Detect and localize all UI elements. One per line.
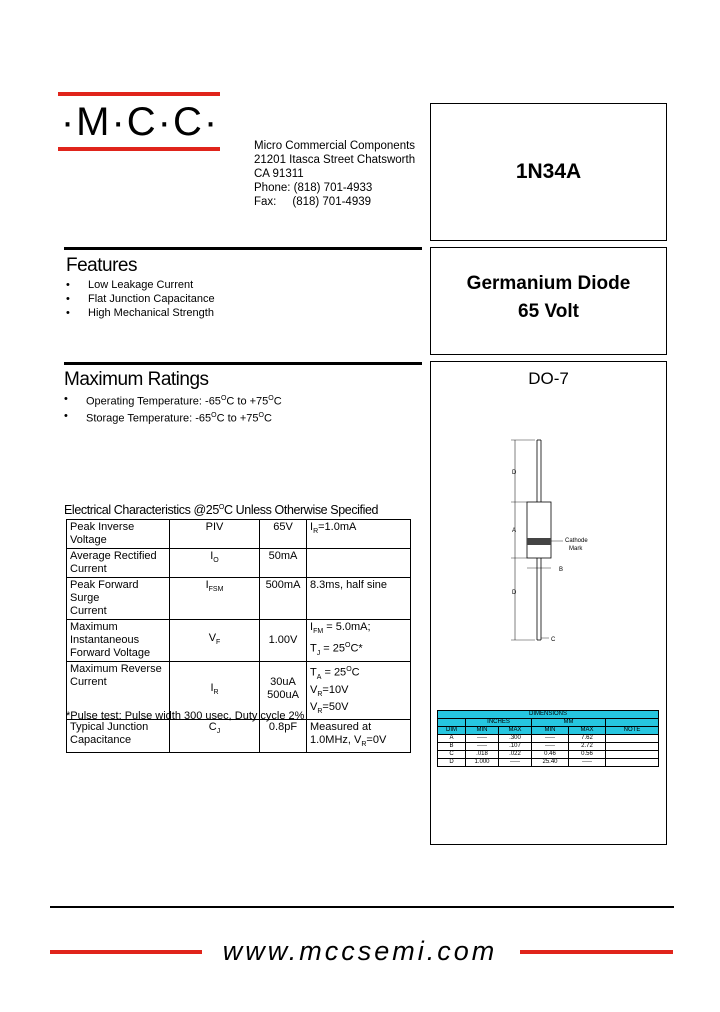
condition-cell: 8.3ms, half sine (307, 578, 411, 620)
condition-cell: Measured at 1.0MHz, $V_R=0V$ (307, 720, 411, 753)
ec-title: Electrical Characteristics $@25^OC$ Unless Otherwise Specified (64, 503, 379, 517)
table-row (438, 751, 659, 759)
dim-cell: ----- (499, 759, 532, 767)
company-address-1: 21201 Itasca Street Chatsworth (254, 154, 416, 166)
dim-cell: .022 (499, 751, 532, 759)
max-ratings-list (64, 392, 282, 425)
mark-label: Mark (569, 546, 583, 552)
header-cell: DIM (438, 727, 466, 735)
value-cell: 0.8pF (260, 720, 307, 753)
max-ratings-title: Maximum Ratings (64, 369, 209, 390)
logo-top-bar (58, 92, 220, 96)
dim-cell: ----- (532, 735, 569, 743)
header-cell (438, 719, 466, 727)
dim-cell: ----- (532, 743, 569, 751)
condition-cell: $I_R=1.0mA$ (307, 520, 411, 549)
param-cell: Average Rectified Current (67, 549, 170, 578)
value-cell: 50mA (260, 549, 307, 578)
company-phone: Phone: (818) 701-4933 (254, 182, 373, 194)
header-cell: NOTE (606, 727, 659, 735)
company-fax: Fax: (818) 701-4939 (254, 196, 372, 208)
rating-item: • Operating Temperature: $-65^OC$ to $+75^OC$ (64, 392, 282, 409)
dim-c-label: C (551, 637, 556, 643)
header-cell: INCHES (466, 719, 532, 727)
feature-item: • Flat Junction Capacitance (66, 292, 215, 306)
description-box (430, 247, 667, 355)
dim-cell: C (438, 751, 466, 759)
table-row (438, 719, 659, 727)
param-cell: Typical Junction Capacitance (67, 720, 170, 753)
value-cell: 500mA (260, 578, 307, 620)
dim-cell: 1.000 (466, 759, 499, 767)
description-line-2: 65 Volt (518, 301, 579, 322)
param-cell: Maximum Reverse Current (67, 662, 170, 720)
logo-bottom-bar (58, 147, 220, 151)
dim-cell: A (438, 735, 466, 743)
website-url[interactable]: www.mccsemi.com (222, 936, 498, 966)
symbol-cell: $C_J$ (170, 720, 260, 753)
feature-item: • High Mechanical Strength (66, 306, 215, 320)
company-info (254, 139, 415, 209)
company-name: Micro Commercial Components (254, 140, 416, 152)
features-title: Features (66, 255, 137, 276)
symbol-cell: $I_O$ (170, 549, 260, 578)
description-line-1: Germanium Diode (466, 273, 631, 294)
part-number: 1N34A (515, 160, 582, 183)
package-title: DO-7 (528, 369, 569, 388)
feature-item: • Low Leakage Current (66, 278, 215, 292)
dim-cell: .107 (499, 743, 532, 751)
diode-outline-drawing (431, 422, 666, 722)
table-row (67, 720, 411, 753)
header-cell: MIN (466, 727, 499, 735)
param-cell: Maximum Instantaneous Forward Voltage (67, 620, 170, 662)
table-row (438, 759, 659, 767)
symbol-cell: $V_F$ (170, 620, 260, 662)
value-cell: 1.00V (260, 620, 307, 662)
header-cell: MIN (532, 727, 569, 735)
symbol-cell: $I_R$ (170, 662, 260, 720)
table-row (67, 578, 411, 620)
dim-cell (606, 759, 659, 767)
condition-cell: $T_A = 25^OC$ $V_R=10V$ $V_R=50V$ (307, 662, 411, 720)
table-row (67, 620, 411, 662)
package-box (430, 361, 667, 845)
symbol-cell: $I_{FSM}$ (170, 578, 260, 620)
table-row (438, 743, 659, 751)
value-cell: 65V (260, 520, 307, 549)
dim-b-label: B (559, 567, 564, 573)
dimensions-title: DIMENSIONS (438, 711, 659, 719)
dim-cell (606, 743, 659, 751)
logo-text: ·M·C·C· (60, 100, 220, 144)
dim-cell: 2.72 (569, 743, 606, 751)
dim-d-top-label: D (512, 470, 517, 476)
param-cell: Peak Inverse Voltage (67, 520, 170, 549)
company-address-2: CA 91311 (254, 168, 304, 180)
dim-cell: ----- (466, 735, 499, 743)
header-cell: MAX (499, 727, 532, 735)
dim-cell: .018 (466, 751, 499, 759)
dim-cell: ----- (569, 759, 606, 767)
part-number-box (430, 103, 667, 241)
value-cell: 30uA 500uA (260, 662, 307, 720)
dim-d-bottom-label: D (512, 590, 517, 596)
condition-cell (307, 549, 411, 578)
table-row (438, 735, 659, 743)
dim-cell: .300 (499, 735, 532, 743)
symbol-cell: PIV (170, 520, 260, 549)
pulse-footnote: *Pulse test: Pulse width 300 usec, Duty cycle 2% (66, 710, 305, 722)
param-cell: Peak Forward Surge Current (67, 578, 170, 620)
table-row (438, 711, 659, 719)
dim-cell (606, 751, 659, 759)
dim-cell: ----- (466, 743, 499, 751)
table-row (67, 549, 411, 578)
cathode-label: Cathode (565, 538, 588, 544)
dim-cell: 25.40 (532, 759, 569, 767)
dim-cell: 7.62 (569, 735, 606, 743)
dim-cell: D (438, 759, 466, 767)
condition-cell: $I_{FM} = 5.0mA$; $T_J = 25^OC*$ (307, 620, 411, 662)
table-row (438, 727, 659, 735)
dim-cell: 0.46 (532, 751, 569, 759)
dim-a-label: A (512, 528, 517, 534)
dim-cell (606, 735, 659, 743)
dimensions-table (437, 710, 659, 767)
table-row (67, 520, 411, 549)
mcc-logo (58, 100, 222, 150)
footer-divider (50, 906, 674, 908)
dim-cell: B (438, 743, 466, 751)
header-cell: MAX (569, 727, 606, 735)
features-list (66, 278, 215, 320)
rating-item: • Storage Temperature: $-65^OC$ to $+75^OC$ (64, 409, 282, 426)
features-divider (64, 247, 422, 250)
max-ratings-divider (64, 362, 422, 365)
header-cell (606, 719, 659, 727)
header-cell: MM (532, 719, 606, 727)
dim-cell: 0.56 (569, 751, 606, 759)
